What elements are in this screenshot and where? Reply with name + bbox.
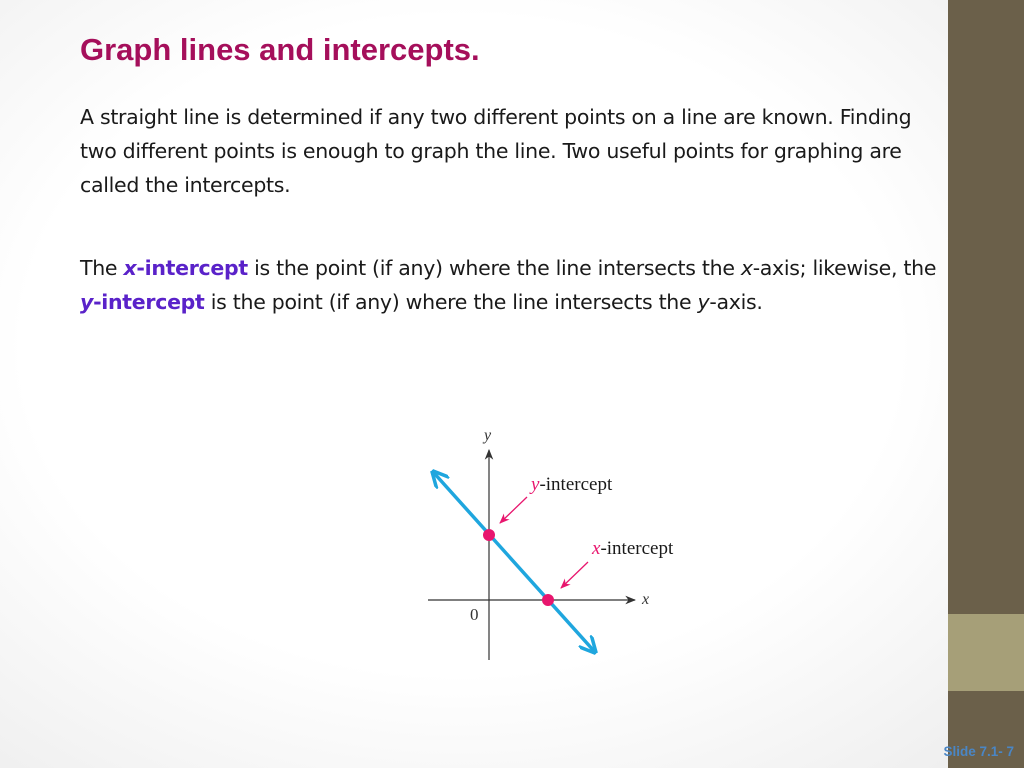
side-band-accent (948, 614, 1024, 691)
definition-paragraph (80, 251, 950, 319)
y-variable: y (80, 290, 94, 314)
text-segment: is the point (if any) where the line intersects the (204, 290, 698, 314)
side-band-top (948, 0, 1024, 614)
origin-label: 0 (470, 605, 479, 624)
slide-title: Graph lines and intercepts. (80, 32, 480, 67)
graphed-line (434, 473, 594, 651)
term-suffix: -intercept (136, 256, 248, 280)
x-intercept-point (542, 594, 554, 606)
y-intercept-label: y-intercept (531, 474, 613, 495)
x-intercept-label: x-intercept (592, 538, 674, 559)
text-segment: The (80, 256, 124, 280)
x-variable: x (123, 256, 137, 280)
text-segment: -axis; likewise, the (752, 256, 937, 280)
x-intercept-callout-arrow (561, 562, 588, 588)
x-axis-variable: x (740, 256, 753, 280)
slide-number: Slide 7.1- 7 (943, 744, 1014, 759)
x-intercept-term (123, 256, 247, 280)
text-segment: is the point (if any) where the line intersects the (247, 256, 741, 280)
intro-paragraph: A straight line is determined if any two different points on a line are known. Finding two different points is enough to graph the line. Two useful points for graphing are called the intercepts. (80, 105, 912, 197)
x-axis-label: x (642, 591, 650, 608)
intercepts-diagram (400, 420, 730, 670)
y-intercept-point (483, 529, 495, 541)
term-suffix: -intercept (93, 290, 205, 314)
y-intercept-callout-arrow (500, 497, 527, 523)
y-axis-label: y (484, 427, 492, 444)
y-intercept-term (80, 290, 205, 314)
text-segment: -axis. (709, 290, 763, 314)
y-axis-variable: y (697, 290, 710, 314)
